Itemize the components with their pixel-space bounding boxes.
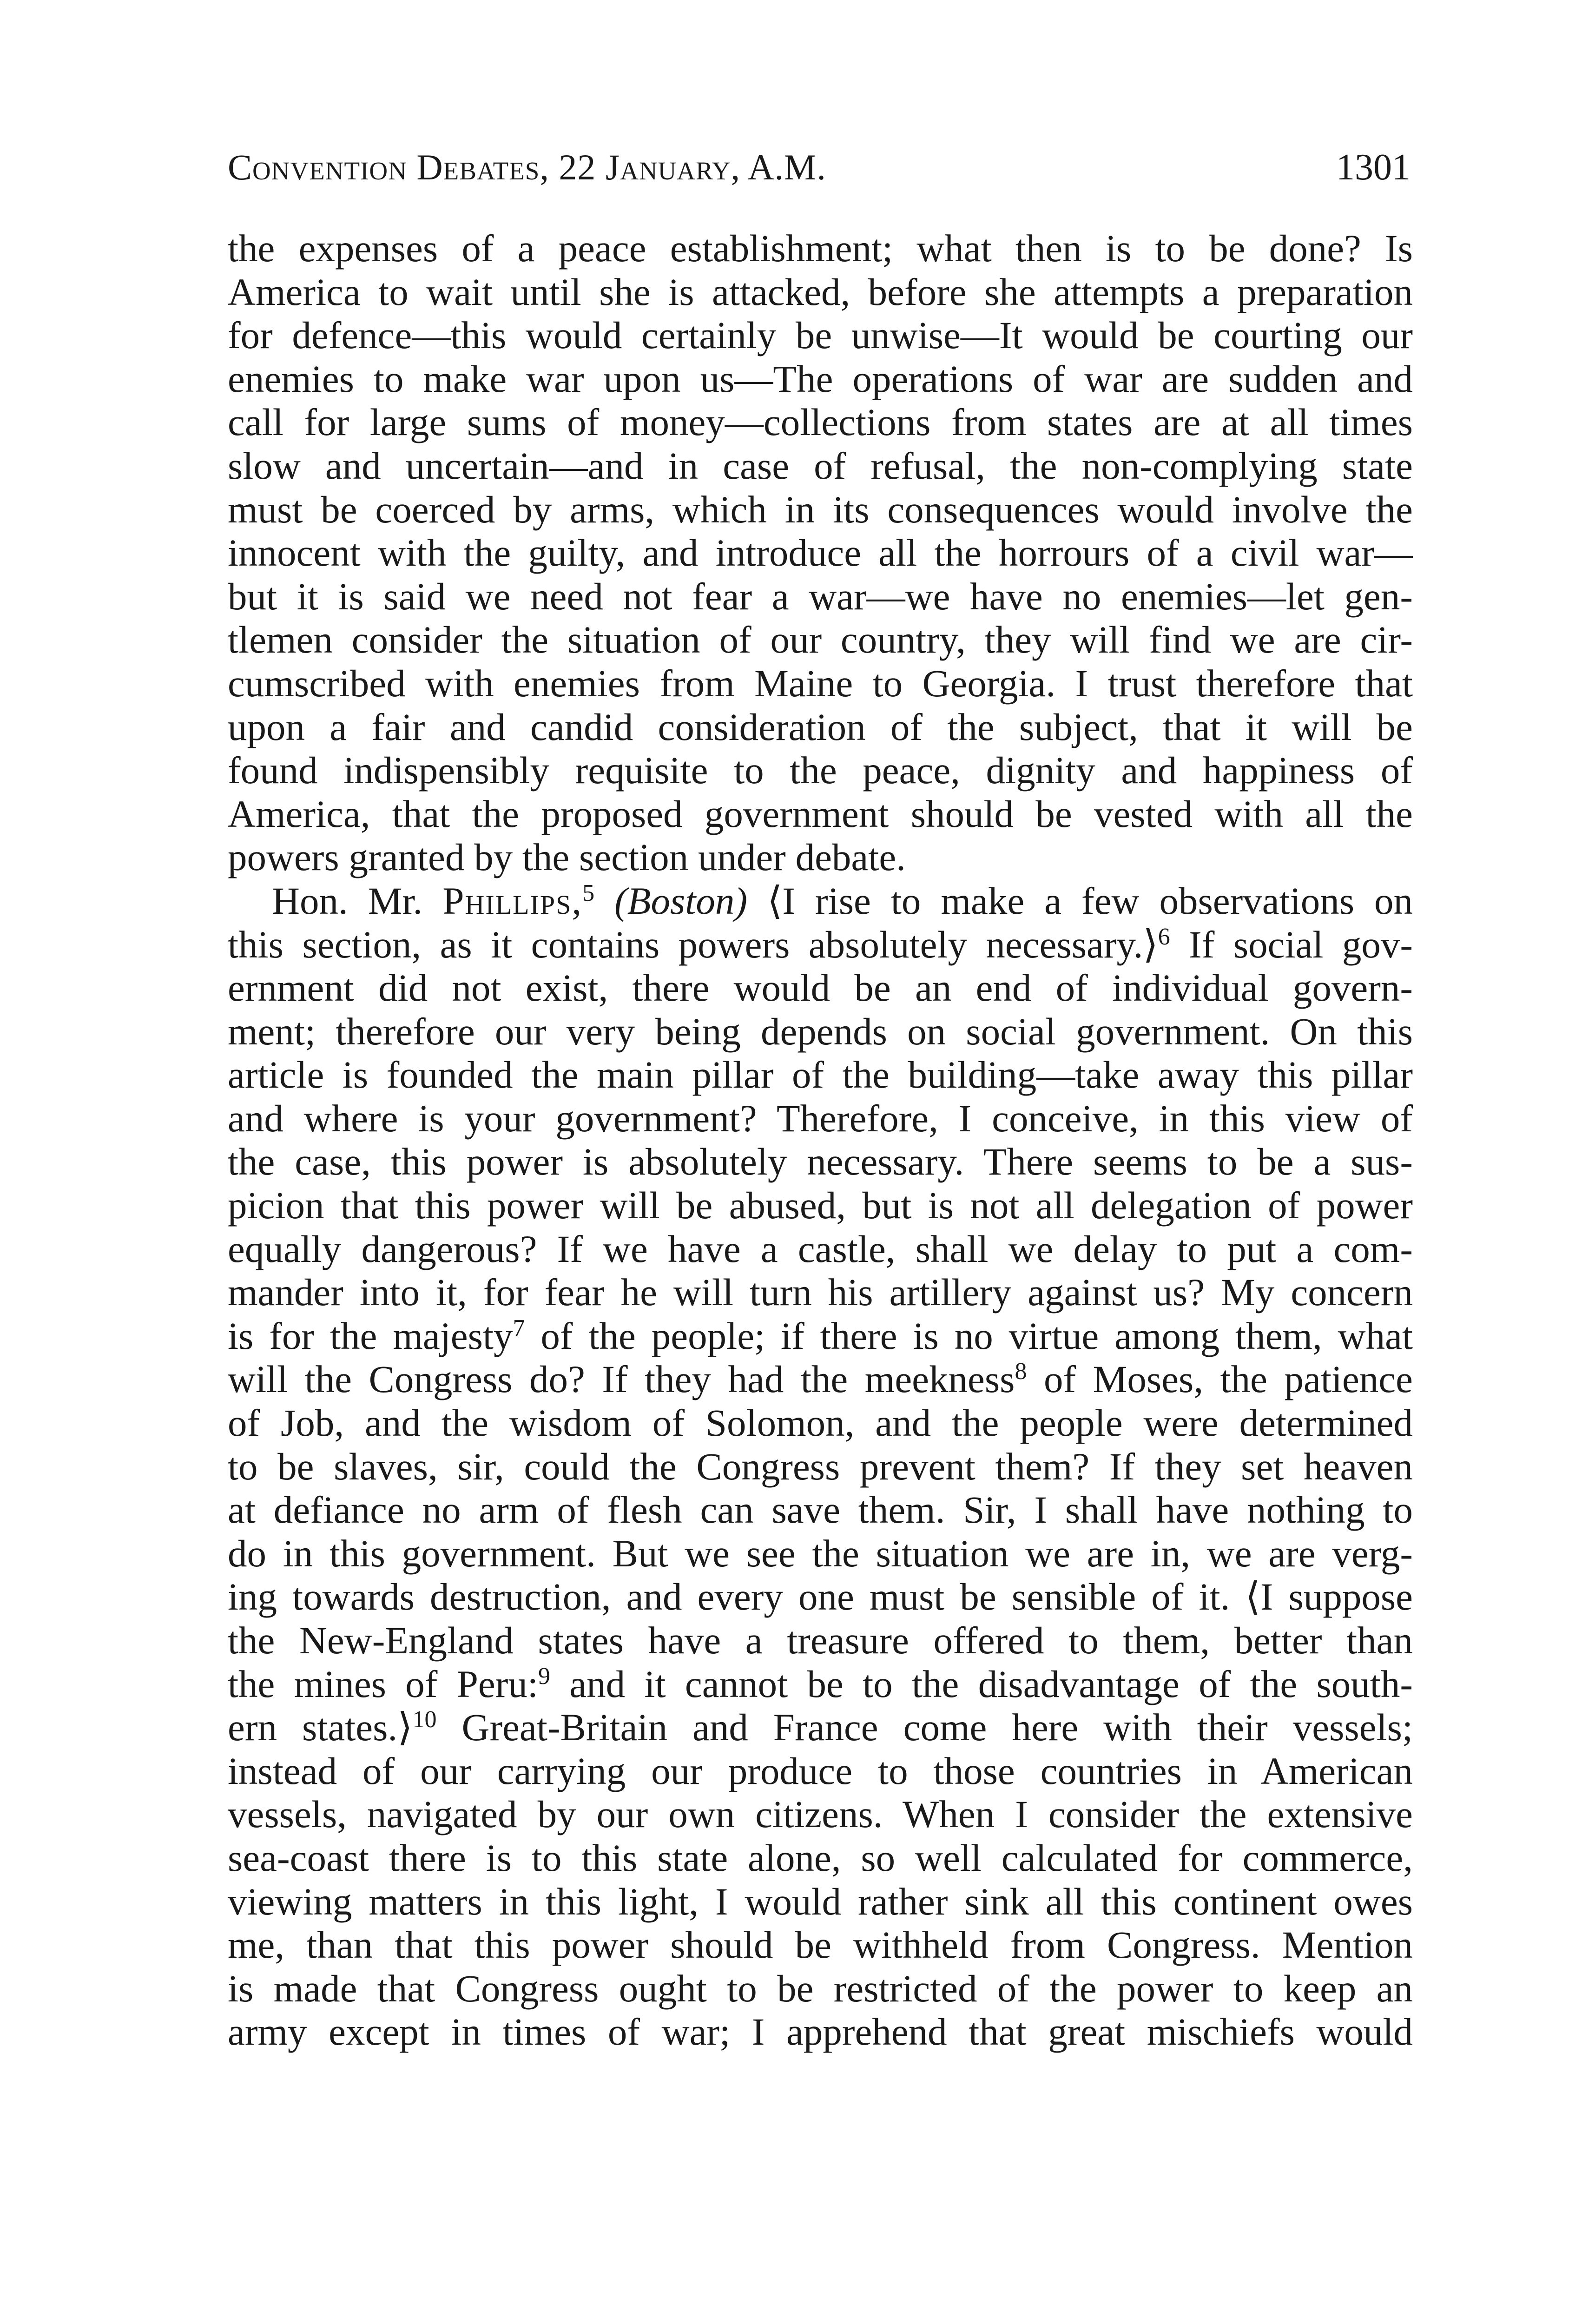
text-fragment: of the people; if there is no virtue among them, what <box>525 1314 1413 1357</box>
text-line: must be coerced by arms, which in its consequences would involve the <box>228 488 1413 531</box>
text-line: equally dangerous? If we have a castle, shall we delay to put a com- <box>228 1227 1413 1270</box>
footnote-ref: 10 <box>412 1706 437 1733</box>
text-line: cumscribed with enemies from Maine to Georgia. I trust therefore that <box>228 661 1413 705</box>
text-line: upon a fair and candid consideration of the subject, that it will be <box>228 705 1413 748</box>
text-line: viewing matters in this light, I would rather sink all this continent owes <box>228 1880 1413 1923</box>
text-line: to be slaves, sir, could the Congress prevent them? If they set heaven <box>228 1445 1413 1488</box>
speaker-title: Hon. Mr. <box>272 879 423 922</box>
text-fragment: this section, as it contains powers absolutely necessary.⟩ <box>228 923 1158 966</box>
footnote-ref: 7 <box>513 1314 525 1341</box>
text-line: ment; therefore our very being depends on social government. On this <box>228 1010 1413 1053</box>
text-line: is made that Congress ought to be restricted of the power to keep an <box>228 1967 1413 2010</box>
text-line: ing towards destruction, and every one must be sensible of it. ⟨I suppose <box>228 1575 1413 1618</box>
text-fragment: will the Congress do? If they had the meekness <box>228 1358 1015 1401</box>
text-fragment: ern states.⟩ <box>228 1706 413 1749</box>
text-line: call for large sums of money—collections from states are at all times <box>228 401 1413 444</box>
text-line: instead of our carrying our produce to those countries in American <box>228 1749 1413 1792</box>
text-fragment: the mines of Peru: <box>228 1662 538 1705</box>
text-line: article is founded the main pillar of the building—take away this pillar <box>228 1053 1413 1096</box>
text-fragment: If social gov- <box>1170 923 1413 966</box>
speaker-place: (Boston) <box>614 879 747 922</box>
running-head-title: Convention Debates, 22 January, A.M. <box>228 147 826 187</box>
text-line: tlemen consider the situation of our country, they will find we are cir- <box>228 618 1413 661</box>
text-line: mander into it, for fear he will turn his artillery against us? My concern <box>228 1271 1413 1314</box>
footnote-ref: 8 <box>1015 1358 1027 1385</box>
text-line: of Job, and the wisdom of Solomon, and the people were determined <box>228 1401 1413 1445</box>
page-number: 1301 <box>1336 147 1410 188</box>
text-line: enemies to make war upon us—The operations of war are sudden and <box>228 357 1413 400</box>
text-line <box>228 1358 1413 1401</box>
text-line <box>228 1663 1413 1706</box>
text-line <box>228 1706 1413 1750</box>
text-line: for defence—this would certainly be unwise—It would be courting our <box>228 314 1413 357</box>
text-line <box>228 879 1413 923</box>
text-line: but it is said we need not fear a war—we have no enemies—let gen- <box>228 574 1413 618</box>
text-line: army except in times of war; I apprehend that great mischiefs would <box>228 2010 1413 2053</box>
text-line: do in this government. But we see the situation we are in, we are verg- <box>228 1532 1413 1575</box>
text-fragment: Great-Britain and France come here with their vessels; <box>436 1706 1413 1749</box>
text-line <box>228 1314 1413 1358</box>
text-fragment: of Moses, the patience <box>1027 1358 1413 1401</box>
text-line: the case, this power is absolutely necessary. There seems to be a sus- <box>228 1140 1413 1183</box>
footnote-ref: 5 <box>582 879 595 906</box>
text-line: and where is your government? Therefore, I conceive, in this view of <box>228 1096 1413 1140</box>
text-line <box>228 923 1413 967</box>
text-line: vessels, navigated by our own citizens. When I consider the extensive <box>228 1793 1413 1836</box>
text-line: innocent with the guilty, and introduce all the horrours of a civil war— <box>228 531 1413 574</box>
text-line: slow and uncertain—and in case of refusal, the non-complying state <box>228 444 1413 487</box>
text-fragment: and it cannot be to the disadvantage of the south- <box>550 1662 1413 1705</box>
text-line: America, that the proposed government should be vested with all the <box>228 792 1413 835</box>
paragraph-2 <box>228 879 1413 2054</box>
text-fragment: is for the majesty <box>228 1314 513 1357</box>
text-line: the New-England states have a treasure offered to them, better than <box>228 1619 1413 1662</box>
text-line: at defiance no arm of flesh can save them. Sir, I shall have nothing to <box>228 1488 1413 1532</box>
text-line: sea-coast there is to this state alone, so well calculated for commerce, <box>228 1836 1413 1879</box>
running-head <box>228 139 1410 195</box>
text-line: the expenses of a peace establishment; what then is to be done? Is <box>228 227 1413 270</box>
footnote-ref: 9 <box>538 1663 550 1690</box>
text-line: me, than that this power should be withheld from Congress. Mention <box>228 1923 1413 1967</box>
speaker-name: Phillips, <box>442 879 583 922</box>
text-line: ernment did not exist, there would be an end of individual govern- <box>228 966 1413 1010</box>
text-fragment: ⟨I rise to make a few observations on <box>767 879 1413 922</box>
footnote-ref: 6 <box>1158 923 1170 950</box>
text-line: picion that this power will be abused, but is not all delegation of power <box>228 1184 1413 1227</box>
body-text <box>228 227 1413 2137</box>
text-line: found indispensibly requisite to the peace, dignity and happiness of <box>228 749 1413 792</box>
paragraph-1 <box>228 227 1413 879</box>
text-line: America to wait until she is attacked, before she attempts a preparation <box>228 270 1413 313</box>
text-line: powers granted by the section under debate. <box>228 836 906 879</box>
